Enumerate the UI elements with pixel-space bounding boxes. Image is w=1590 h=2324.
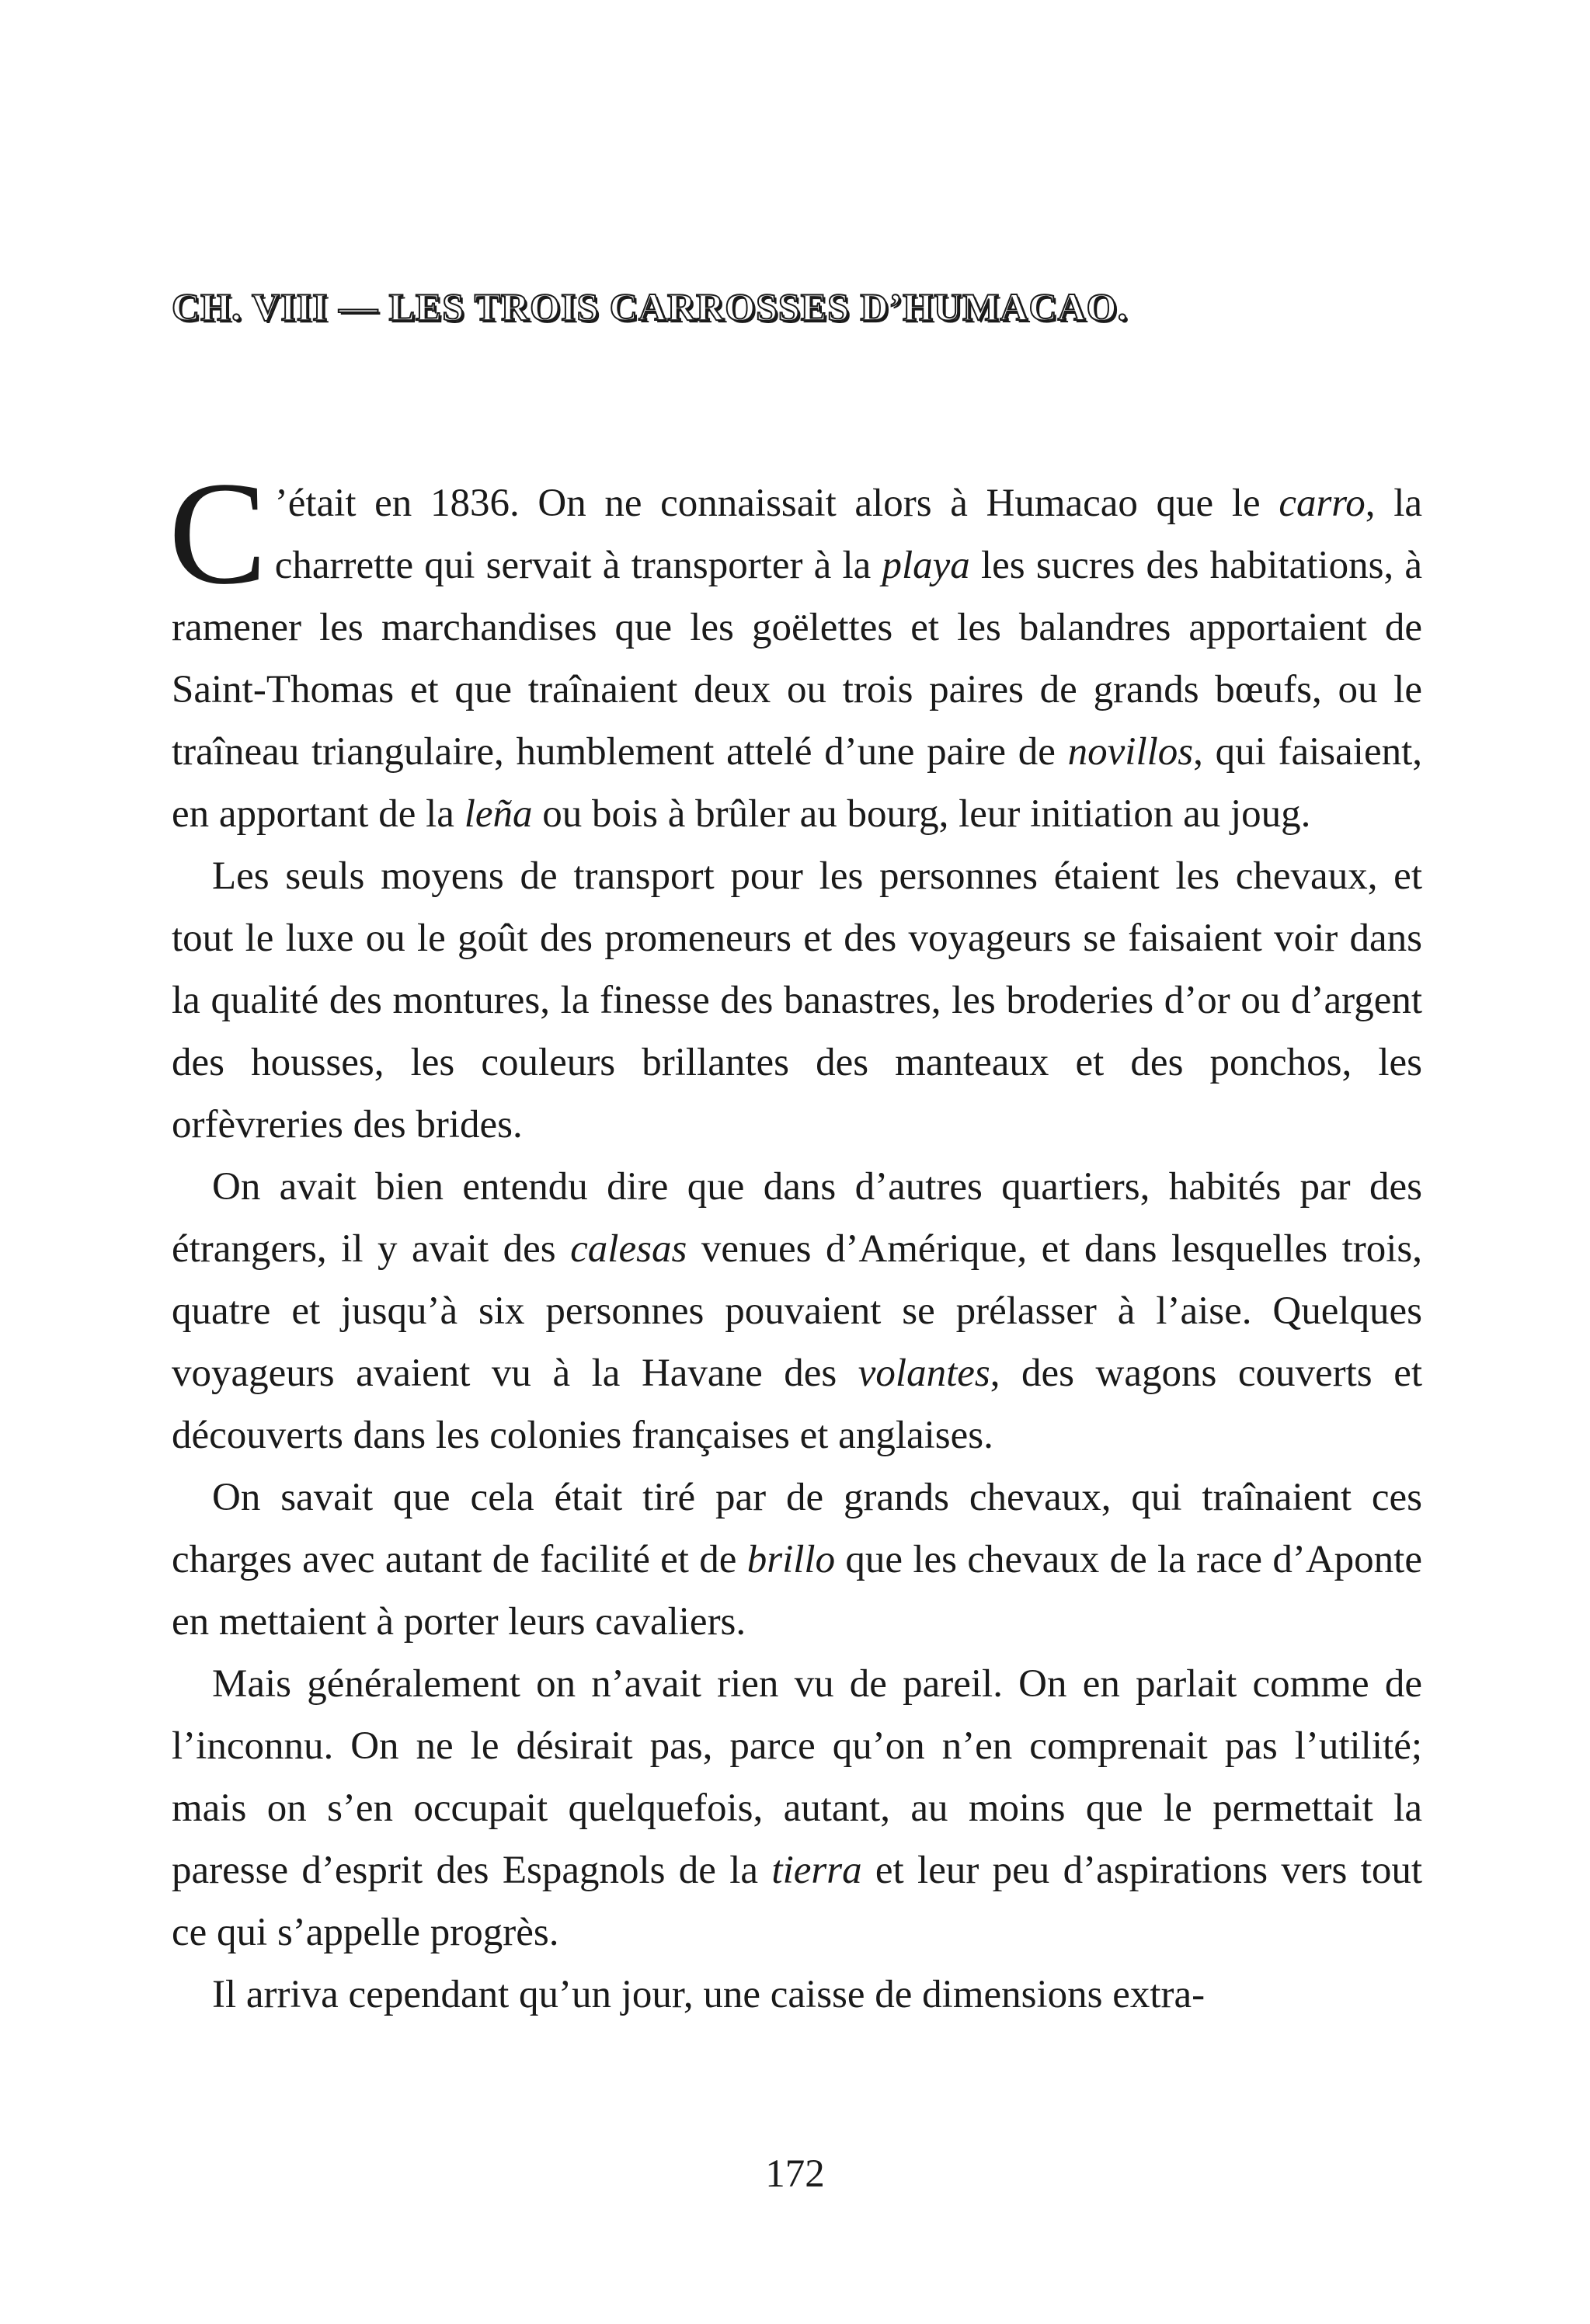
paragraph	[172, 1964, 1422, 2026]
paragraph-text: On savait que cela était tiré par de grands chevaux, qui traînaient ces charges avec autant de facilité et de brillo que les chevaux de la race d’Aponte en mettaient à porter leurs cavaliers.	[172, 1476, 1422, 1644]
italic-term: volantes	[858, 1352, 990, 1395]
page-number: 172	[765, 2152, 825, 2196]
italic-term: calesas	[570, 1227, 687, 1271]
paragraph	[172, 845, 1422, 1156]
italic-term: brillo	[746, 1538, 836, 1581]
paragraph-text: Les seuls moyens de transport pour les personnes étaient les chevaux, et tout le luxe ou le goût des promeneurs et des voyageurs se faisaient voir dans la qualité des montures, la finesse des banastres, les broderies d’or ou d’argent des housses, les couleurs brillantes des manteaux et des ponchos, les orfèvreries des brides.	[172, 854, 1422, 1146]
paragraph-text: Mais généralement on n’avait rien vu de pareil. On en parlait comme de l’inconnu. On ne le désirait pas, parce qu’on n’en comprenait pas l’utilité; mais on s’en occupait quelquefois, autant, au moins que le permettait la paresse d’esprit des Espagnols de la tierra et leur peu d’aspirations vers tout ce qui s’appelle progrès.	[172, 1662, 1422, 1954]
body-text	[169, 452, 1422, 2026]
paragraph	[172, 1466, 1422, 1653]
paragraph	[172, 1156, 1422, 1466]
paragraph	[169, 452, 1422, 845]
paragraph-text: ’était en 1836. On ne connaissait alors à Humacao que le carro, la charrette qui servait à transporter à la playa les sucres des habitations, à ramener les marchandises que les goëlettes et les balandres apportaient de Saint-Thomas et que traînaient deux ou trois paires de grands bœufs, ou le traîneau triangulaire, humblement attelé d’une paire de novillos, qui faisaient, en apportant de la leña ou bois à brûler au bourg, leur initiation au joug.	[172, 482, 1422, 836]
paragraph-text: Il arriva cependant qu’un jour, une caisse de dimensions extra-	[212, 1973, 1206, 2016]
italic-term: tierra	[771, 1849, 862, 1892]
paragraph-text: On avait bien entendu dire que dans d’autres quartiers, habités par des étrangers, il y avait des calesas venues d’Amérique, et dans lesquelles trois, quatre et jusqu’à six personnes pouvaient se prélasser à l’aise. Quelques voyageurs avaient vu à la Havane des volantes, des wagons couverts et découverts dans les colonies françaises et anglaises.	[172, 1165, 1422, 1457]
italic-term: leña	[464, 792, 533, 836]
chapter-title: CH. VIII — LES TROIS CARROSSES D’HUMACAO.	[172, 285, 1129, 329]
italic-term: playa	[882, 544, 970, 587]
italic-term: novillos	[1067, 730, 1194, 774]
drop-cap: C	[169, 452, 267, 615]
paragraph	[172, 1653, 1422, 1964]
italic-term: carro	[1279, 482, 1366, 525]
